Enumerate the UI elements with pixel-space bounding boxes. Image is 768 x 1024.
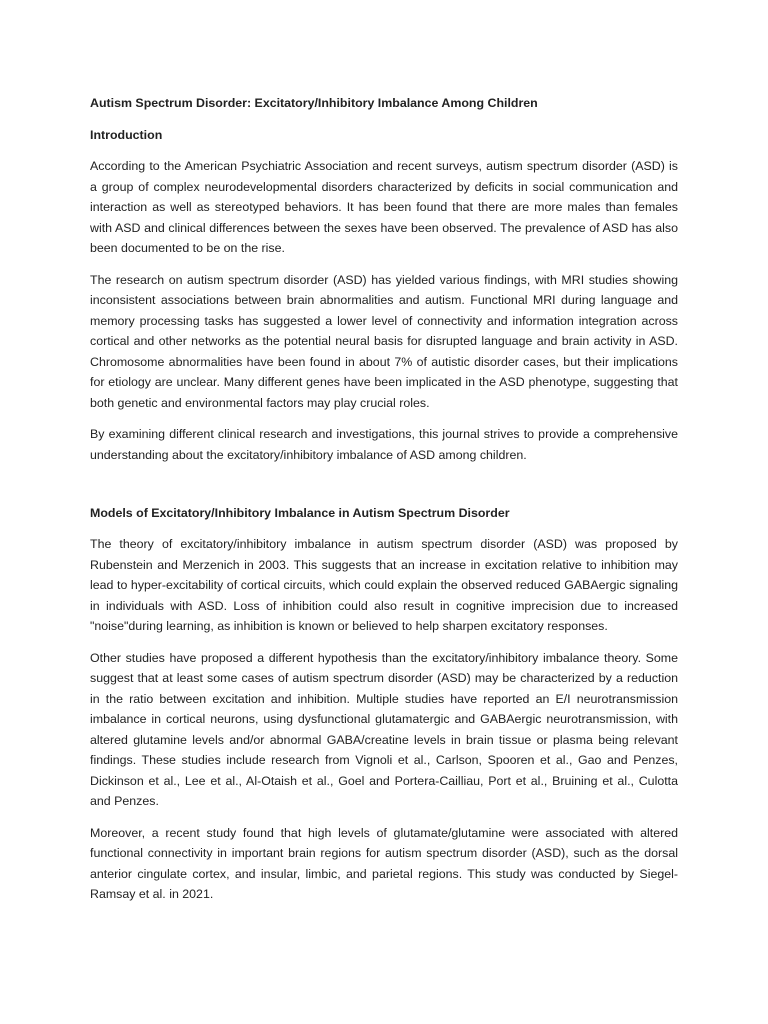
intro-paragraph-2: The research on autism spectrum disorder (ASD) has yielded various findings, with MRI studies showing inconsistent associations between brain abnormalities and autism. Functional MRI during language and memory processing tasks has suggested a lower level of connectivity and information integration across cortical and other networks as the potential neural basis for disrupted language and brain activity in ASD. Chromosome abnormalities have been found in about 7% of autistic disorder cases, but their implications for etiology are unclear. Many different genes have been implicated in the ASD phenotype, suggesting that both genetic and environmental factors may play crucial roles. xyxy=(90,272,678,410)
document-page xyxy=(90,93,678,905)
document-title: Autism Spectrum Disorder: Excitatory/Inhibitory Imbalance Among Children xyxy=(90,96,538,110)
section-heading-introduction: Introduction xyxy=(90,128,163,142)
intro-paragraph-1: According to the American Psychiatric Association and recent surveys, autism spectrum disorder (ASD) is a group of complex neurodevelopmental disorders characterized by deficits in social communication and interaction as well as stereotyped behaviors. It has been found that there are more males than females with ASD and clinical differences between the sexes have been observed. The prevalence of ASD has also been documented to be on the rise. xyxy=(90,159,678,255)
models-paragraph-2: Other studies have proposed a different hypothesis than the excitatory/inhibitory imbalance theory. Some suggest that at least some cases of autism spectrum disorder (ASD) may be characterized by a reduction in the ratio between excitation and inhibition. Multiple studies have reported an E/I neurotransmission imbalance in cortical neurons, using dysfunctional glutamatergic and GABAergic neurotransmission, with altered glutamine levels and/or abnormal GABA/creatine levels in brain tissue or plasma being relevant findings. These studies include research from Vignoli et al., Carlson, Spooren et al., Gao and Penzes, Dickinson et al., Lee et al., Al-Otaish et al., Goel and Portera-Cailliau, Port et al., Bruining et al., Culotta and Penzes. xyxy=(90,650,678,808)
intro-paragraph-3: By examining different clinical research and investigations, this journal strives to provide a comprehensive understanding about the excitatory/inhibitory imbalance of ASD among children. xyxy=(90,427,678,462)
section-heading-models: Models of Excitatory/Inhibitory Imbalance in Autism Spectrum Disorder xyxy=(90,506,510,520)
models-paragraph-3: Moreover, a recent study found that high levels of glutamate/glutamine were associated with altered functional connectivity in important brain regions for autism spectrum disorder (ASD), such as the dorsal anterior cingulate cortex, and insular, limbic, and parietal regions. This study was conducted by Siegel-Ramsay et al. in 2021. xyxy=(90,825,678,901)
models-paragraph-1: The theory of excitatory/inhibitory imbalance in autism spectrum disorder (ASD) was proposed by Rubenstein and Merzenich in 2003. This suggests that an increase in excitation relative to inhibition may lead to hyper-excitability of cortical circuits, which could explain the observed reduced GABAergic signaling in individuals with ASD. Loss of inhibition could also result in cognitive imprecision due to increased "noise"during learning, as inhibition is known or believed to help sharpen excitatory responses. xyxy=(90,537,678,633)
